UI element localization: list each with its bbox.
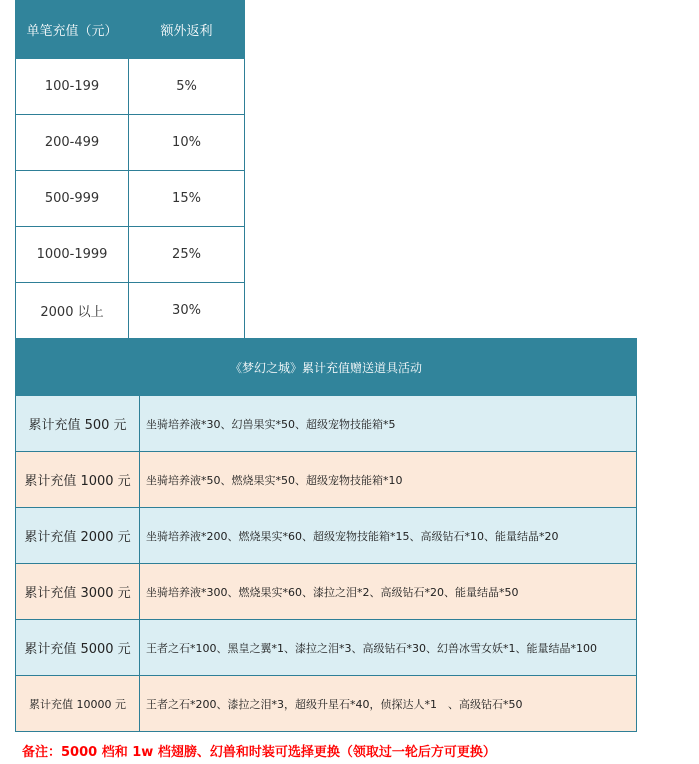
reward-items: 坐骑培养液*50、燃烧果实*50、超级宠物技能箱*10	[140, 452, 637, 508]
bonus-percent: 15%	[129, 171, 245, 227]
table-row	[16, 115, 245, 171]
recharge-range: 200-499	[16, 115, 129, 171]
single-recharge-header-row	[16, 1, 245, 59]
reward-items: 王者之石*100、黑皇之翼*1、漆拉之泪*3、高级钻石*30、幻兽冰雪女妖*1、能量结晶*100	[140, 620, 637, 676]
reward-items: 王者之石*200、漆拉之泪*3，超级升星石*40，侦探达人*1 、高级钻石*50	[140, 676, 637, 732]
recharge-range: 100-199	[16, 59, 129, 115]
bonus-percent: 30%	[129, 283, 245, 339]
recharge-range: 1000-1999	[16, 227, 129, 283]
table-row	[16, 171, 245, 227]
cumulative-tier-label: 累计充值 500 元	[16, 396, 140, 452]
cumulative-title-row	[16, 339, 637, 396]
bonus-percent: 10%	[129, 115, 245, 171]
reward-items: 坐骑培养液*30、幻兽果实*50、超级宠物技能箱*5	[140, 396, 637, 452]
cumulative-tier-label: 累计充值 2000 元	[16, 508, 140, 564]
table-row	[16, 283, 245, 339]
cumulative-tier-label: 累计充值 10000 元	[16, 676, 140, 732]
table-row	[16, 564, 637, 620]
table-row	[16, 227, 245, 283]
cumulative-recharge-table	[15, 338, 637, 732]
table-row	[16, 452, 637, 508]
cumulative-tier-label: 累计充值 3000 元	[16, 564, 140, 620]
reward-items: 坐骑培养液*300、燃烧果实*60、漆拉之泪*2、高级钻石*20、能量结晶*50	[140, 564, 637, 620]
remark-note: 备注：5000 档和 1w 档翅膀、幻兽和时装可选择更换（领取过一轮后方可更换）	[22, 745, 496, 760]
table-row	[16, 59, 245, 115]
cumulative-table-title: 《梦幻之城》累计充值赠送道具活动	[16, 339, 637, 396]
bonus-percent: 5%	[129, 59, 245, 115]
cumulative-tier-label: 累计充值 5000 元	[16, 620, 140, 676]
header-single-amount: 单笔充值（元）	[16, 1, 129, 59]
table-row	[16, 396, 637, 452]
cumulative-tier-label: 累计充值 1000 元	[16, 452, 140, 508]
table-row	[16, 676, 637, 732]
bonus-percent: 25%	[129, 227, 245, 283]
recharge-range: 500-999	[16, 171, 129, 227]
reward-items: 坐骑培养液*200、燃烧果实*60、超级宠物技能箱*15、高级钻石*10、能量结晶*20	[140, 508, 637, 564]
table-row	[16, 508, 637, 564]
table-row	[16, 620, 637, 676]
single-recharge-table	[15, 0, 245, 339]
recharge-range: 2000 以上	[16, 283, 129, 339]
header-extra-bonus: 额外返利	[129, 1, 245, 59]
